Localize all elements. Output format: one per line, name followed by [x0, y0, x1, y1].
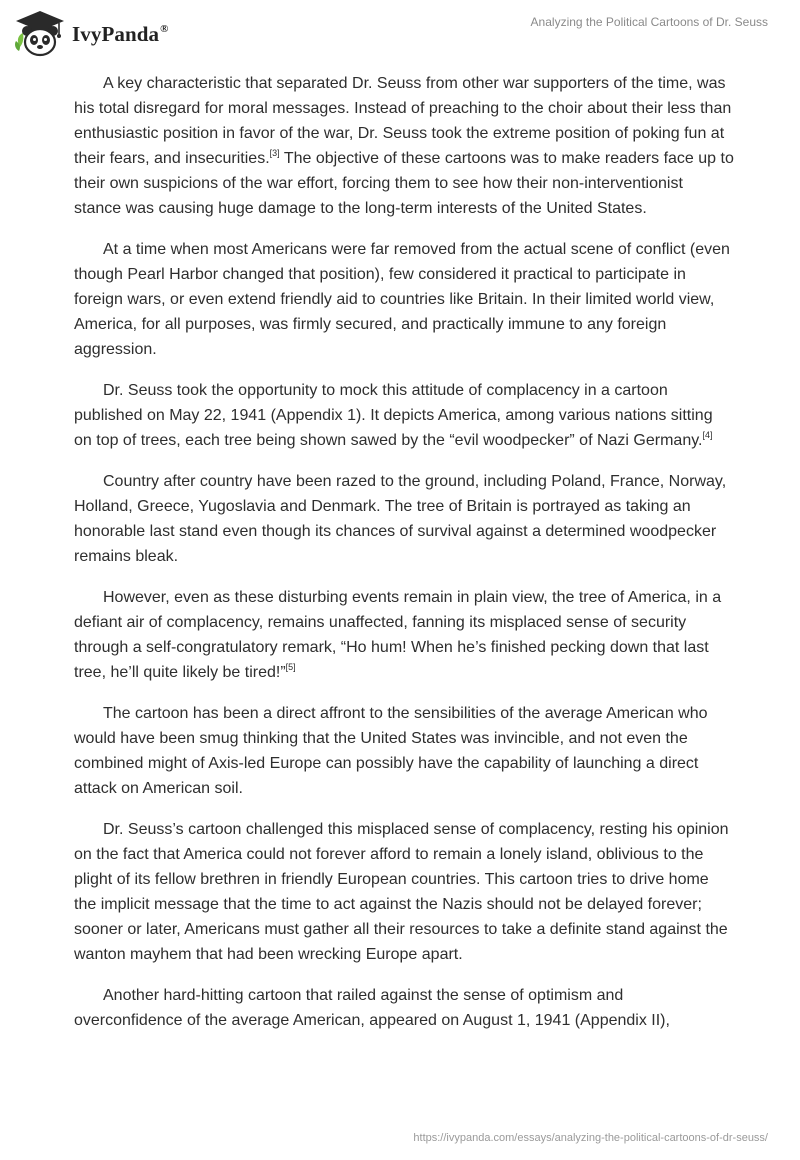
document-title: Analyzing the Political Cartoons of Dr. Seuss	[530, 15, 768, 29]
source-url[interactable]: https://ivypanda.com/essays/analyzing-the-political-cartoons-of-dr-seuss/	[413, 1132, 768, 1144]
panda-graduate-icon	[14, 9, 66, 59]
paragraph: Dr. Seuss took the opportunity to mock this attitude of complacency in a cartoon published on May 22, 1941 (Appendix 1). It depicts America, among various nations sitting on top of trees, each tree being shown sawed by the “evil woodpecker” of Nazi Germany.[4]	[74, 382, 713, 449]
footnote-ref[interactable]: [5]	[285, 662, 296, 672]
paragraph: At a time when most Americans were far removed from the actual scene of conflict (even though Pearl Harbor changed that position), few considered it practical to participate in foreign wars, or even extend friendly aid to countries like Britain. In their limited world view, America, for all purposes, was firmly secured, and practically immune to any foreign aggression.	[74, 241, 730, 358]
footnote-ref[interactable]: [4]	[702, 430, 713, 440]
page-header	[0, 0, 800, 70]
footnote-ref[interactable]: [3]	[269, 148, 280, 158]
paragraph: The cartoon has been a direct affront to the sensibilities of the average American who would have been smug thinking that the United States was invincible, and not even the combined might of Axis-led Europe can possibly have the capability of launching a direct attack on American soil.	[74, 705, 708, 797]
paragraph: Dr. Seuss’s cartoon challenged this misplaced sense of complacency, resting his opinion on the fact that America could not forever afford to remain a lonely island, oblivious to the plight of its fellow brethren in friendly European countries. This cartoon tries to drive home the implicit message that the time to act against the Nazis should not be delayed forever; sooner or later, Americans must gather all their resources to take a definite stand against the wanton mayhem that had been wrecking Europe apart.	[74, 821, 729, 963]
brand-logo[interactable]	[14, 9, 169, 59]
brand-name: IvyPanda®	[72, 21, 169, 46]
paragraph: A key characteristic that separated Dr. Seuss from other war supporters of the time, was his total disregard for moral messages. Instead of preaching to the choir about their less than enthusiastic position in favor of the war, Dr. Seuss took the extreme position of poking fun at their fears, and insecurities.[3] The objective of these cartoons was to make readers face up to their own suspicions of the war effort, forcing them to see how their non-interventionist stance was causing huge damage to the long-term interests of the United States.	[74, 75, 734, 217]
paragraph: Country after country have been razed to the ground, including Poland, France, Norway, Holland, Greece, Yugoslavia and Denmark. The tree of Britain is portrayed as taking an honorable last stand even though its chances of survival against a determined woodpecker remains bleak.	[74, 473, 727, 565]
paragraph: However, even as these disturbing events remain in plain view, the tree of America, in a defiant air of complacency, remains unaffected, fanning its misplaced sense of security through a self-congratulatory remark, “Ho hum! When he’s finished pecking down that last tree, he’ll quite likely be tired!”[5]	[74, 589, 722, 681]
paragraph: Another hard-hitting cartoon that railed against the sense of optimism and overconfidence of the average American, appeared on August 1, 1941 (Appendix II),	[74, 987, 670, 1029]
essay-body	[74, 71, 734, 1049]
